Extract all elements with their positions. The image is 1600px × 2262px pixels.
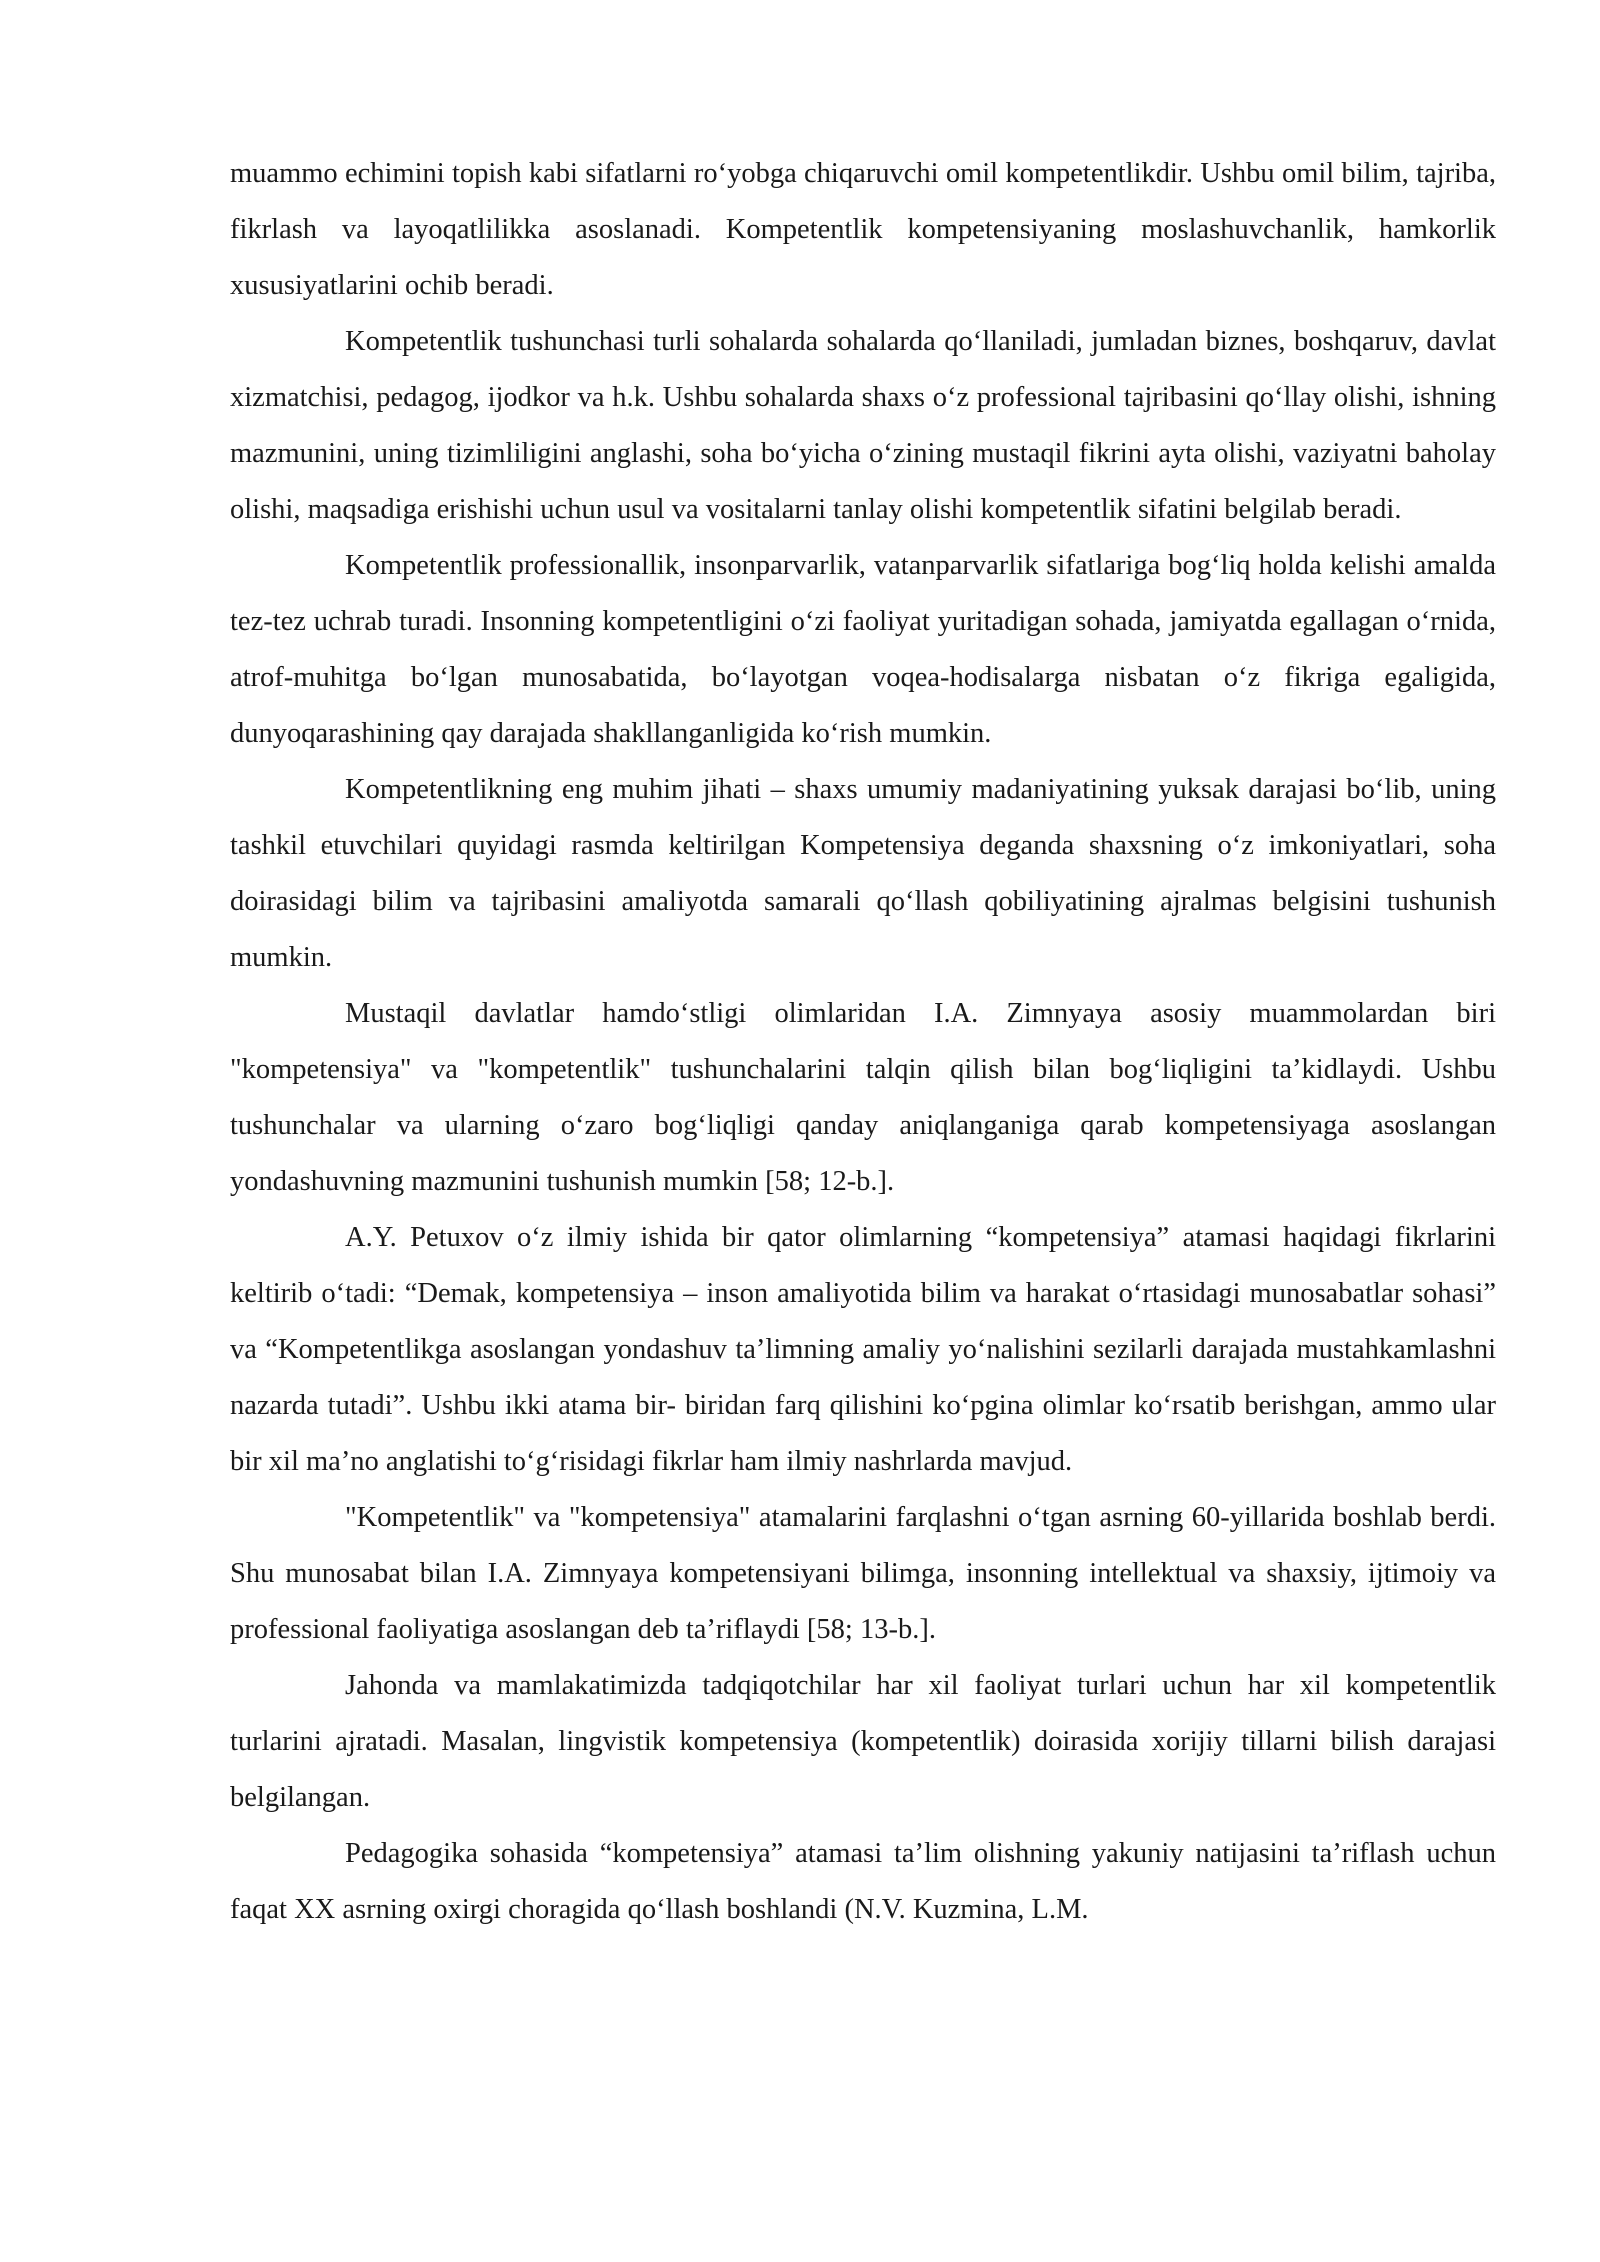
paragraph: "Kompetentlik" va "kompetensiya" atamalarini farqlashni o‘tgan asrning 60-yillarida boshlab berdi. Shu munosabat bilan I.A. Zimnyaya kompetensiyani bilimga, insonning intellektual va shaxsiy, ijtimoiy va professional faoliyatiga asoslangan deb ta’riflaydi [58; 13-b.]. bbox=[230, 1502, 1496, 1645]
paragraph: Pedagogika sohasida “kompetensiya” atamasi ta’lim olishning yakuniy natijasini ta’riflash uchun faqat XX asrning oxirgi choragida qo‘llash boshlandi (N.V. Kuzmina, L.M. bbox=[230, 1838, 1496, 1925]
paragraph: Kompetentlikning eng muhim jihati – shaxs umumiy madaniyatining yuksak darajasi bo‘lib, uning tashkil etuvchilari quyidagi rasmda keltirilgan Kompetensiya deganda shaxsning o‘z imkoniyatlari, soha doirasidagi bilim va tajribasini amaliyotda samarali qo‘llash qobiliyatining ajralmas belgisini tushunish mumkin. bbox=[230, 774, 1496, 973]
paragraph: Jahonda va mamlakatimizda tadqiqotchilar har xil faoliyat turlari uchun har xil kompetentlik turlarini ajratadi. Masalan, lingvistik kompetensiya (kompetentlik) doirasida xorijiy tillarni bilish darajasi belgilangan. bbox=[230, 1670, 1496, 1813]
paragraph: A.Y. Petuxov o‘z ilmiy ishida bir qator olimlarning “kompetensiya” atamasi haqidagi fikrlarini keltirib o‘tadi: “Demak, kompetensiya – inson amaliyotida bilim va harakat o‘rtasidagi munosabatlar sohasi” va “Kompetentlikga asoslangan yondashuv ta’limning amaliy yo‘nalishini sezilarli darajada mustahkamlashni nazarda tutadi”. Ushbu ikki atama bir- biridan farq qilishini ko‘pgina olimlar ko‘rsatib berishgan, ammo ular bir xil ma’no anglatishi to‘g‘risidagi fikrlar ham ilmiy nashrlarda mavjud. bbox=[230, 1222, 1496, 1477]
document-page bbox=[230, 146, 1496, 1938]
paragraph-continuation: muammo echimini topish kabi sifatlarni ro‘yobga chiqaruvchi omil kompetentlikdir. Ushbu omil bilim, tajriba, fikrlash va layoqatlilikka asoslanadi. Kompetentlik kompetensiyaning moslashuvchanlik, hamkorlik xususiyatlarini ochib beradi. bbox=[230, 158, 1496, 301]
paragraph: Mustaqil davlatlar hamdo‘stligi olimlaridan I.A. Zimnyaya asosiy muammolardan biri "kompetensiya" va "kompetentlik" tushunchalarini talqin qilish bilan bog‘liqligini ta’kidlaydi. Ushbu tushunchalar va ularning o‘zaro bog‘liqligi qanday aniqlanganiga qarab kompetensiyaga asoslangan yondashuvning mazmunini tushunish mumkin [58; 12-b.]. bbox=[230, 998, 1496, 1197]
paragraph: Kompetentlik professionallik, insonparvarlik, vatanparvarlik sifatlariga bog‘liq holda kelishi amalda tez-tez uchrab turadi. Insonning kompetentligini o‘zi faoliyat yuritadigan sohada, jamiyatda egallagan o‘rnida, atrof-muhitga bo‘lgan munosabatida, bo‘layotgan voqea-hodisalarga nisbatan o‘z fikriga egaligida, dunyoqarashining qay darajada shakllanganligida ko‘rish mumkin. bbox=[230, 550, 1496, 749]
paragraph: Kompetentlik tushunchasi turli sohalarda sohalarda qo‘llaniladi, jumladan biznes, boshqaruv, davlat xizmatchisi, pedagog, ijodkor va h.k. Ushbu sohalarda shaxs o‘z professional tajribasini qo‘llay olishi, ishning mazmunini, uning tizimliligini anglashi, soha bo‘yicha o‘zining mustaqil fikrini ayta olishi, vaziyatni baholay olishi, maqsadiga erishishi uchun usul va vositalarni tanlay olishi kompetentlik sifatini belgilab beradi. bbox=[230, 326, 1496, 525]
